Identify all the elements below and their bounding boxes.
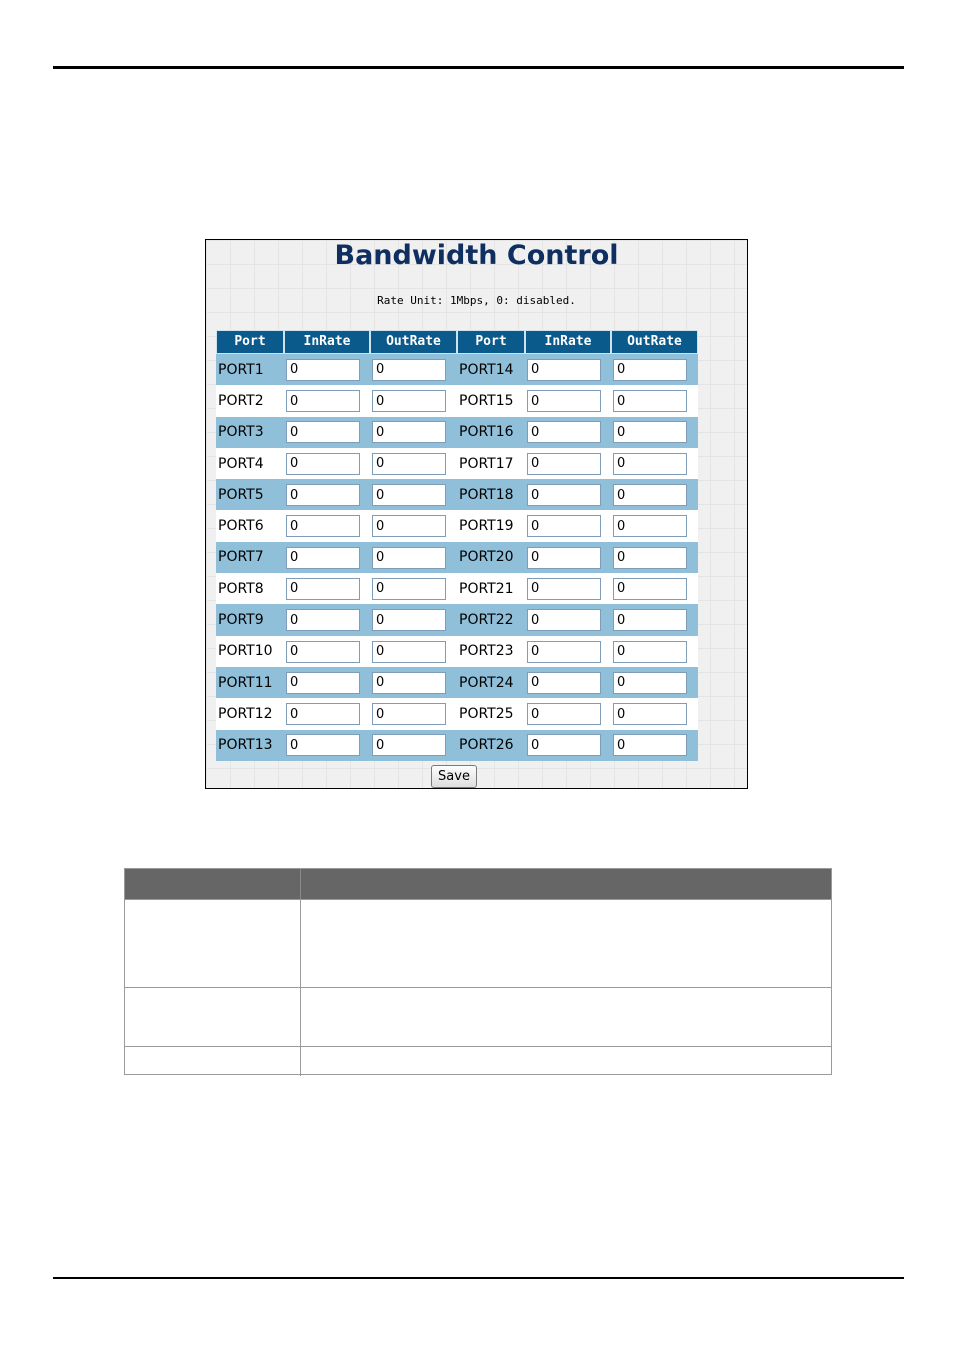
inrate-input-left[interactable] [286, 484, 360, 506]
outrate-cell-left [370, 609, 457, 632]
inrate-input-left[interactable] [286, 453, 360, 475]
inrate-cell-right [525, 421, 611, 444]
inrate-cell-left [284, 358, 370, 381]
inrate-input-right[interactable] [527, 390, 601, 412]
description-cell-object [125, 1047, 301, 1076]
table-row [216, 636, 698, 667]
inrate-cell-left [284, 452, 370, 475]
inrate-cell-left [284, 515, 370, 538]
port-label-left: PORT1 [218, 361, 264, 378]
port-label-right: PORT23 [459, 643, 514, 660]
outrate-input-left[interactable] [372, 421, 446, 443]
outrate-input-left[interactable] [372, 578, 446, 600]
inrate-input-right[interactable] [527, 359, 601, 381]
outrate-input-left[interactable] [372, 703, 446, 725]
table-row [216, 698, 698, 729]
outrate-cell-left [370, 421, 457, 444]
port-label-left: PORT2 [218, 392, 264, 409]
inrate-input-left[interactable] [286, 515, 360, 537]
outrate-input-left[interactable] [372, 641, 446, 663]
table-row [216, 542, 698, 573]
description-header-description [301, 869, 831, 899]
inrate-cell-right [525, 640, 611, 663]
description-cell-object [125, 900, 301, 987]
table-row [216, 667, 698, 698]
bottom-rule [53, 1277, 904, 1279]
outrate-cell-left [370, 515, 457, 538]
top-rule [53, 66, 904, 69]
description-row [125, 1046, 831, 1076]
port-label-right: PORT19 [459, 518, 514, 535]
inrate-input-right[interactable] [527, 578, 601, 600]
outrate-cell-right [611, 390, 698, 413]
port-label-right: PORT26 [459, 737, 514, 754]
outrate-input-left[interactable] [372, 609, 446, 631]
port-label-right: PORT14 [459, 361, 514, 378]
table-header [216, 330, 698, 354]
description-cell-object [125, 988, 301, 1046]
outrate-input-left[interactable] [372, 359, 446, 381]
table-row [216, 604, 698, 635]
inrate-input-right[interactable] [527, 641, 601, 663]
inrate-input-left[interactable] [286, 609, 360, 631]
port-label-right: PORT21 [459, 580, 514, 597]
outrate-cell-left [370, 734, 457, 757]
inrate-cell-right [525, 358, 611, 381]
table-row [216, 385, 698, 416]
outrate-cell-left [370, 452, 457, 475]
inrate-cell-right [525, 390, 611, 413]
table-row [216, 573, 698, 604]
header-inrate-left: InRate [284, 330, 370, 354]
description-row [125, 987, 831, 1046]
outrate-input-right[interactable] [613, 484, 687, 506]
inrate-cell-right [525, 452, 611, 475]
inrate-input-right[interactable] [527, 609, 601, 631]
outrate-input-left[interactable] [372, 484, 446, 506]
inrate-input-left[interactable] [286, 421, 360, 443]
outrate-input-left[interactable] [372, 547, 446, 569]
inrate-input-left[interactable] [286, 672, 360, 694]
port-label-right: PORT18 [459, 486, 514, 503]
outrate-input-right[interactable] [613, 453, 687, 475]
inrate-cell-left [284, 734, 370, 757]
inrate-cell-right [525, 546, 611, 569]
port-label-left: PORT5 [218, 486, 264, 503]
port-label-right: PORT20 [459, 549, 514, 566]
header-port-left: Port [216, 330, 284, 354]
outrate-cell-left [370, 703, 457, 726]
outrate-cell-right [611, 484, 698, 507]
table-row [216, 510, 698, 541]
save-button[interactable]: Save [431, 765, 477, 788]
outrate-cell-left [370, 671, 457, 694]
table-row [216, 730, 698, 761]
inrate-input-left[interactable] [286, 359, 360, 381]
port-label-left: PORT4 [218, 455, 264, 472]
inrate-cell-left [284, 546, 370, 569]
outrate-cell-right [611, 515, 698, 538]
inrate-cell-left [284, 421, 370, 444]
table-row [216, 448, 698, 479]
outrate-input-right[interactable] [613, 734, 687, 756]
outrate-cell-right [611, 671, 698, 694]
inrate-input-left[interactable] [286, 734, 360, 756]
outrate-cell-right [611, 421, 698, 444]
port-label-left: PORT10 [218, 643, 273, 660]
inrate-input-right[interactable] [527, 421, 601, 443]
outrate-cell-right [611, 703, 698, 726]
port-label-right: PORT17 [459, 455, 514, 472]
inrate-cell-right [525, 515, 611, 538]
inrate-cell-left [284, 484, 370, 507]
inrate-cell-left [284, 577, 370, 600]
port-label-right: PORT16 [459, 424, 514, 441]
inrate-cell-right [525, 671, 611, 694]
outrate-input-right[interactable] [613, 515, 687, 537]
inrate-cell-left [284, 703, 370, 726]
outrate-cell-left [370, 546, 457, 569]
header-outrate-left: OutRate [370, 330, 457, 354]
port-label-left: PORT9 [218, 612, 264, 629]
outrate-input-left[interactable] [372, 515, 446, 537]
outrate-cell-left [370, 358, 457, 381]
port-label-right: PORT25 [459, 705, 514, 722]
description-cell-text [301, 900, 831, 987]
outrate-input-right[interactable] [613, 578, 687, 600]
header-outrate-right: OutRate [611, 330, 698, 354]
inrate-input-right[interactable] [527, 515, 601, 537]
outrate-input-left[interactable] [372, 390, 446, 412]
port-label-left: PORT7 [218, 549, 264, 566]
inrate-cell-right [525, 734, 611, 757]
outrate-cell-right [611, 452, 698, 475]
outrate-input-left[interactable] [372, 734, 446, 756]
table-row [216, 479, 698, 510]
outrate-input-right[interactable] [613, 421, 687, 443]
port-label-right: PORT22 [459, 612, 514, 629]
port-label-left: PORT11 [218, 674, 273, 691]
inrate-cell-left [284, 640, 370, 663]
inrate-cell-left [284, 671, 370, 694]
outrate-input-left[interactable] [372, 453, 446, 475]
description-cell-text [301, 988, 831, 1046]
rate-unit-note: Rate Unit: 1Mbps, 0: disabled. [377, 294, 576, 307]
port-label-right: PORT15 [459, 392, 514, 409]
outrate-input-right[interactable] [613, 641, 687, 663]
inrate-input-left[interactable] [286, 703, 360, 725]
port-label-right: PORT24 [459, 674, 514, 691]
inrate-cell-left [284, 390, 370, 413]
save-area [206, 765, 747, 788]
table-row [216, 417, 698, 448]
port-label-left: PORT3 [218, 424, 264, 441]
outrate-input-right[interactable] [613, 672, 687, 694]
port-label-left: PORT12 [218, 705, 273, 722]
inrate-input-left[interactable] [286, 641, 360, 663]
outrate-input-left[interactable] [372, 672, 446, 694]
bandwidth-control-panel [205, 239, 748, 789]
port-label-left: PORT13 [218, 737, 273, 754]
inrate-input-right[interactable] [527, 672, 601, 694]
inrate-input-left[interactable] [286, 547, 360, 569]
description-table [124, 868, 832, 1075]
port-label-left: PORT8 [218, 580, 264, 597]
bandwidth-table [216, 330, 698, 761]
inrate-cell-right [525, 577, 611, 600]
outrate-input-right[interactable] [613, 547, 687, 569]
inrate-input-right[interactable] [527, 703, 601, 725]
outrate-cell-right [611, 546, 698, 569]
outrate-cell-left [370, 484, 457, 507]
description-table-header [125, 869, 831, 899]
description-row [125, 899, 831, 987]
inrate-cell-right [525, 703, 611, 726]
inrate-cell-right [525, 609, 611, 632]
outrate-input-right[interactable] [613, 359, 687, 381]
outrate-cell-right [611, 734, 698, 757]
description-cell-text [301, 1047, 831, 1076]
header-port-right: Port [457, 330, 525, 354]
page-title: Bandwidth Control [334, 240, 619, 271]
outrate-cell-left [370, 577, 457, 600]
outrate-cell-right [611, 358, 698, 381]
outrate-cell-left [370, 390, 457, 413]
inrate-input-left[interactable] [286, 390, 360, 412]
port-label-left: PORT6 [218, 518, 264, 535]
header-inrate-right: InRate [525, 330, 611, 354]
outrate-cell-right [611, 640, 698, 663]
description-header-object [125, 869, 301, 899]
inrate-input-right[interactable] [527, 734, 601, 756]
outrate-input-right[interactable] [613, 390, 687, 412]
table-body [216, 354, 698, 761]
inrate-input-right[interactable] [527, 453, 601, 475]
table-row [216, 354, 698, 385]
inrate-input-left[interactable] [286, 578, 360, 600]
outrate-cell-right [611, 609, 698, 632]
outrate-cell-left [370, 640, 457, 663]
outrate-cell-right [611, 577, 698, 600]
outrate-input-right[interactable] [613, 609, 687, 631]
outrate-input-right[interactable] [613, 703, 687, 725]
inrate-input-right[interactable] [527, 484, 601, 506]
inrate-input-right[interactable] [527, 547, 601, 569]
inrate-cell-left [284, 609, 370, 632]
inrate-cell-right [525, 484, 611, 507]
